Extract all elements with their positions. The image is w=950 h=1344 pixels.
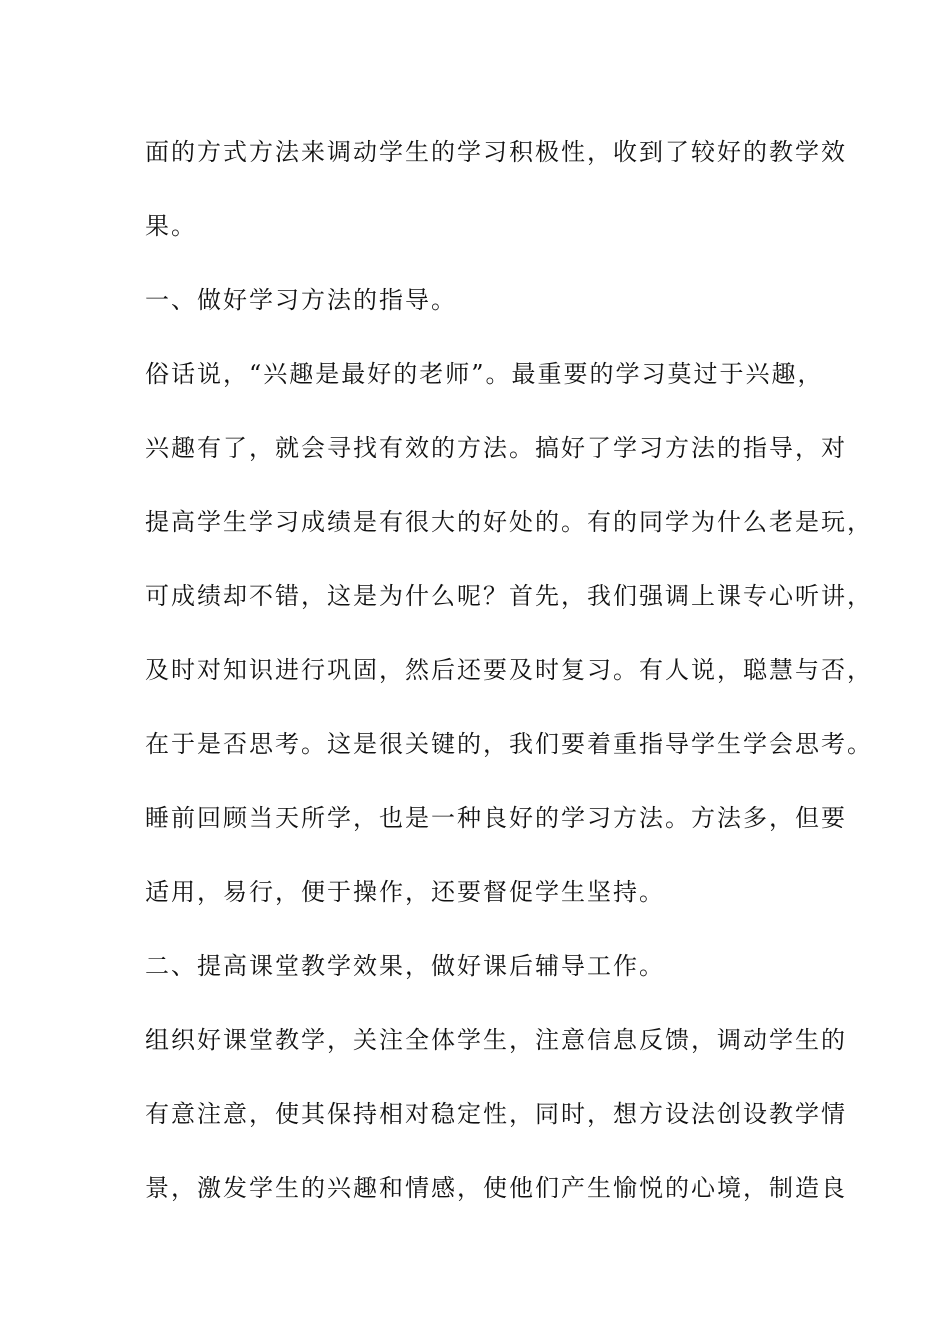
section-heading: 一、做好学习方法的指导。	[145, 286, 457, 314]
text-line: 睡前回顾当天所学，也是一种良好的学习方法。方法多，但要	[145, 804, 847, 832]
text-line: 提高学生学习成绩是有很大的好处的。有的同学为什么老是玩，	[145, 508, 873, 536]
text-line: 可成绩却不错，这是为什么呢？首先，我们强调上课专心听讲，	[145, 582, 873, 610]
text-line: 适用，易行，便于操作，还要督促学生坚持。	[145, 878, 665, 906]
text-line: 在于是否思考。这是很关键的，我们要着重指导学生学会思考。	[145, 730, 873, 758]
text-line: 俗话说，“兴趣是最好的老师”。最重要的学习莫过于兴趣，	[145, 360, 824, 388]
text-line: 面的方式方法来调动学生的学习积极性，收到了较好的教学效	[145, 138, 847, 166]
text-line: 及时对知识进行巩固，然后还要及时复习。有人说，聪慧与否，	[145, 656, 873, 684]
text-line: 果。	[145, 212, 197, 240]
text-line: 兴趣有了，就会寻找有效的方法。搞好了学习方法的指导，对	[145, 434, 847, 462]
text-line: 有意注意，使其保持相对稳定性，同时，想方设法创设教学情	[145, 1100, 847, 1128]
text-line: 组织好课堂教学，关注全体学生，注意信息反馈，调动学生的	[145, 1026, 847, 1054]
section-heading: 二、提高课堂教学效果，做好课后辅导工作。	[145, 952, 665, 980]
text-line: 景，激发学生的兴趣和情感，使他们产生愉悦的心境，制造良	[145, 1174, 847, 1202]
